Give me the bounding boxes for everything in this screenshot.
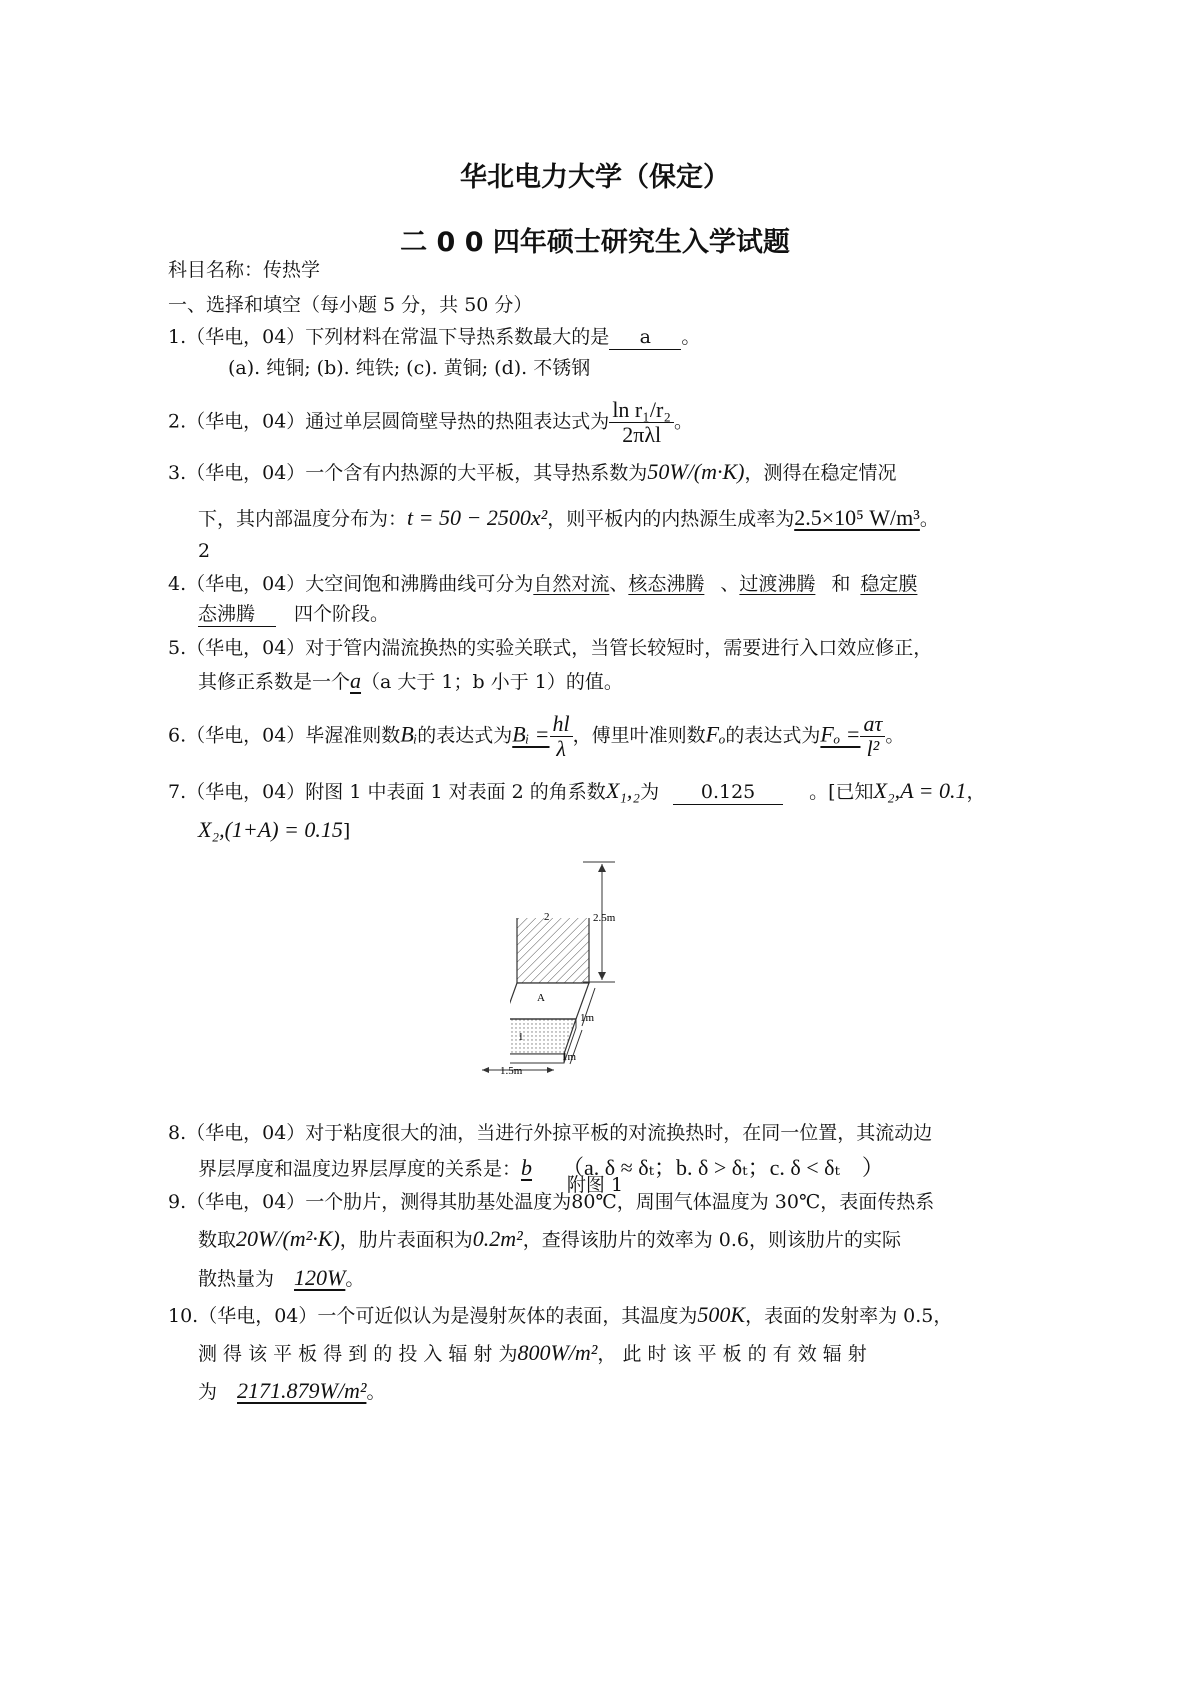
question-8-line-1: 8.（华电，04）对于粘度很大的油，当进行外掠平板的对流换热时，在同一位置，其流动边 (168, 1122, 933, 1144)
section-heading: 一、选择和填空（每小题 5 分，共 50 分） (168, 294, 533, 316)
question-8-line-2: 界层厚度和温度边界层厚度的关系是：b （a. δ ≈ δₜ；b. δ > δₜ；c. δ < δₜ ） (198, 1155, 884, 1180)
question-9-line-3: 散热量为 120W。 (198, 1265, 365, 1290)
answer-blank-5: a (350, 668, 362, 693)
figure-caption: 附图 1 (566, 1174, 624, 1196)
question-10-line-1: 10.（华电，04）一个可近似认为是漫射灰体的表面，其温度为500K，表面的发射率为 0.5， (168, 1302, 953, 1327)
question-10-line-3: 为 2171.879W/m²。 (198, 1378, 386, 1403)
answer-blank-9: 120W (294, 1265, 346, 1290)
question-1: 1.（华电，04）下列材料在常温下导热系数最大的是 a 。 (168, 326, 701, 348)
university-title: 华北电力大学（保定） (460, 162, 730, 193)
question-1-options: (a). 纯铜; (b). 纯铁; (c). 黄铜; (d). 不锈钢 (228, 357, 591, 379)
figure-1-annotations (470, 858, 650, 1084)
question-3-line-1: 3.（华电，04）一个含有内热源的大平板，其导热系数为50W/(m·K)，测得在稳定情况 (168, 459, 897, 484)
question-5-line-2: 其修正系数是一个a（a 大于 1；b 小于 1）的值。 (198, 668, 623, 693)
question-2: 2.（华电，04）通过单层圆筒壁导热的热阻表达式为 $\frac{\text{ln r₁/r₂}}{\text{2πλl}}$ 。 (168, 397, 694, 448)
question-4-line-2: 态沸腾 四个阶段。 (198, 603, 390, 625)
label-surface-1: 1 (518, 1031, 524, 1043)
answer-blank-7: 0.125 (673, 781, 783, 805)
question-10-line-2: 测 得 该 平 板 得 到 的 投 入 辐 射 为800W/m²， 此 时 该 平 板 的 有 效 辐 射 (198, 1340, 867, 1365)
answer-blank-8: b (521, 1155, 533, 1180)
question-7-line-2: X₂,(1+A) = 0.15] (198, 817, 351, 842)
dim-a: 1m (580, 1012, 595, 1024)
question-3-line-2: 下，其内部温度分布为：t = 50 − 2500x²，则平板内的内热源生成率为2.5×10⁵ W/m³。 (198, 505, 939, 530)
question-6: 6.（华电，04）毕渥准则数Bᵢ的表达式为Bᵢ = $\frac{hl}{\lambda}$ ，傅里叶准则数Fₒ的表达式为Fₒ = $\frac{a\tau}{\text{l²}}$ 。 (168, 711, 905, 762)
question-5-line-1: 5.（华电，04）对于管内湍流换热的实验关联式，当管长较短时，需要进行入口效应修正， (168, 637, 933, 659)
subject-line: 科目名称：传热学 (168, 259, 321, 281)
label-surface-a: A (537, 992, 545, 1004)
question-7-line-1: 7.（华电，04）附图 1 中表面 1 对表面 2 的角系数X₁,₂为 0.125 。[已知X₂,A = 0.1， (168, 778, 986, 803)
answer-blank-10: 2171.879W/m² (237, 1378, 367, 1403)
answer-blank-3: 2.5×10⁵ W/m³ (794, 505, 920, 530)
question-4-line-1: 4.（华电，04）大空间饱和沸腾曲线可分为自然对流、核态沸腾 、过渡沸腾 和 稳定膜 (168, 573, 918, 595)
question-9-line-1: 9.（华电，04）一个肋片，测得其肋基处温度为80℃，周围气体温度为 30℃，表面传热系 (168, 1191, 935, 1213)
exam-title: 二 0 0 四年硕士研究生入学试题 (400, 227, 790, 258)
dim-1: 1m (562, 1051, 577, 1063)
dim-width: 1.5m (500, 1065, 523, 1077)
answer-blank-1: a (609, 326, 681, 350)
dim-height: 2.5m (593, 912, 616, 924)
question-9-line-2: 数取20W/(m²·K)，肋片表面积为0.2m²，查得该肋片的效率为 0.6，则该肋片的实际 (198, 1226, 902, 1251)
question-3-line-3: 2 (198, 540, 211, 562)
label-surface-2: 2 (544, 911, 550, 923)
resistance-formula: $\frac{\text{ln r₁/r₂}}{\text{2πλl}}$ (609, 398, 674, 447)
